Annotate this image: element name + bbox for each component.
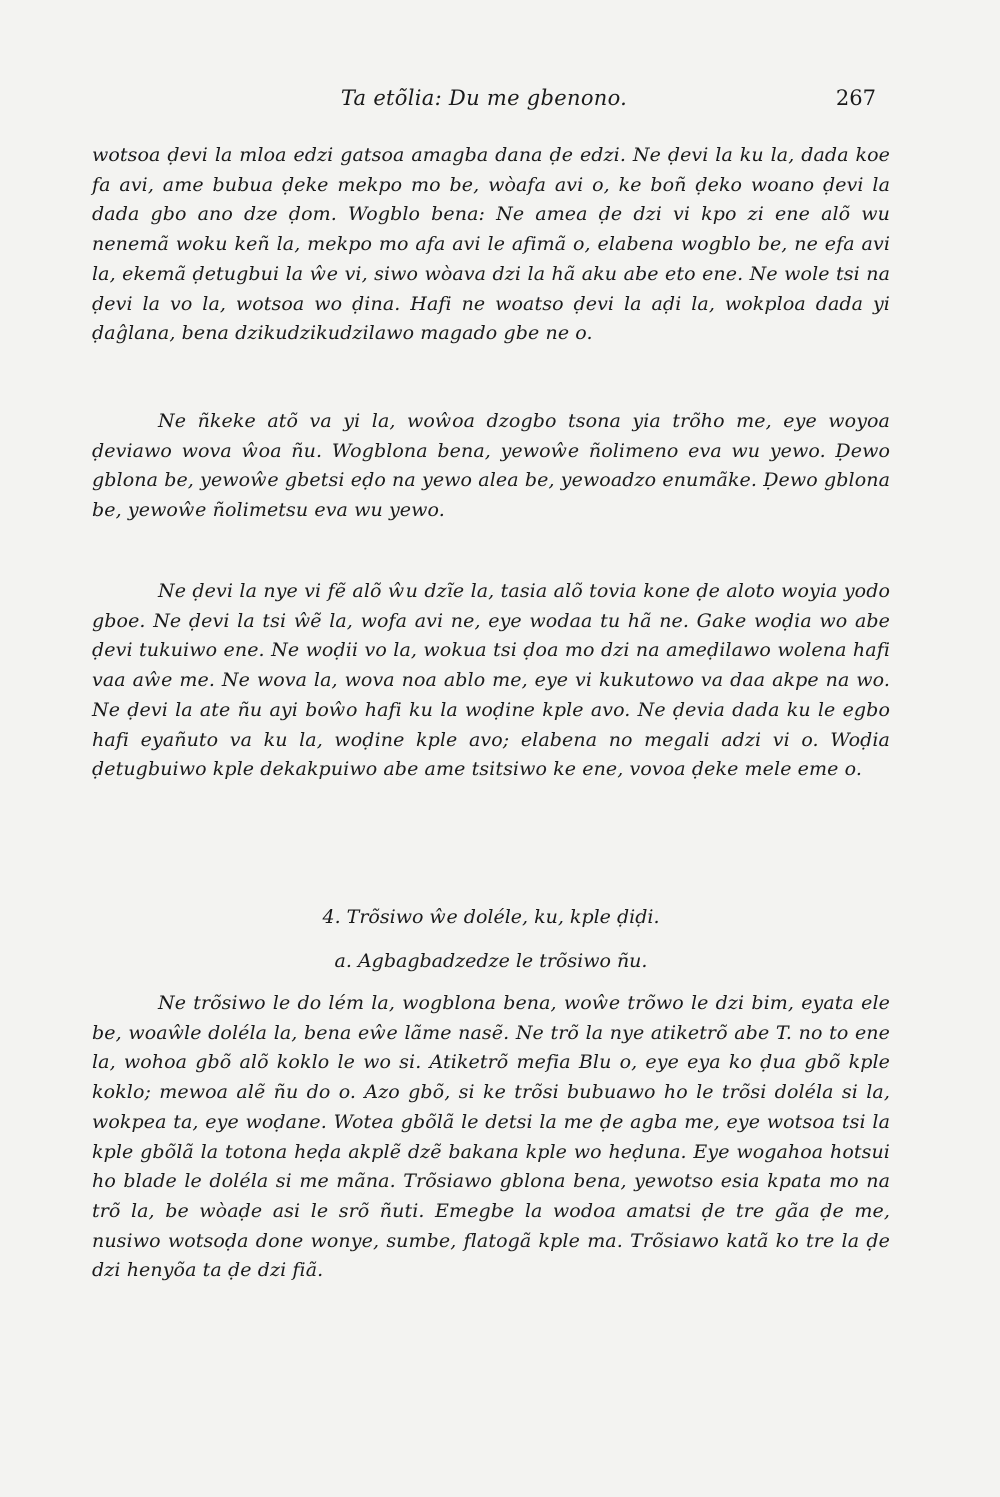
paragraph-2: Ne ñkeke atõ va yi la, woŵoa dzogbo tsona yia trõho me, eye woyoa ḍeviawo wova ŵoa ñu. Wogblona bena, yewoŵe ñolimeno eva wu yewo. Ḍewo gblona be, yewoŵe gbetsi eḍo na yewo alea be, yewoadzo enumãke. Ḍewo gblona be, yewoŵe ñolimetsu eva wu yewo. [92, 410, 890, 522]
section-subheading: a. Agbagbadzedze le trõsiwo ñu. [334, 950, 648, 972]
paragraph-4: Ne trõsiwo le do lém la, wogblona bena, woŵe trõwo le dzi bim, eyata ele be, woaŵle doléla la, bena eŵe lãme nasẽ. Ne trõ la nye atiketrõ abe T. no to ene la, wohoa gbõ alõ koklo le wo si. Atiketrõ mefia Blu o, eye eya ko ḍua gbõ kple koklo; mewoa alẽ ñu do o. Azo gbõ, si ke trõsi bubuawo ho le trõsi doléla si la, wokpea ta, eye woḍane. Wotea gbõlã le detsi la me ḍe agba me, eye wotsoa tsi la kple gbõlã la totona heḍa akplẽ dzẽ bakana kple wo heḍuna. Eye wogahoa hotsui ho blade le doléla si me mãna. Trõsiawo gblona bena, yewotso esia kpata mo na trõ la, be wòaḍe asi le srõ ñuti. Emegbe la wodoa amatsi ḍe tre gãa ḍe me, nusiwo wotsoḍa done wonye, sumbe, flatogã kple ma. Trõsiawo katã ko tre la ḍe dzi henyõa ta ḍe dzi fiã. [92, 992, 890, 1282]
running-header [92, 86, 876, 116]
running-title: Ta etõlia: Du me gbenono. [340, 86, 628, 110]
section-heading: 4. Trõsiwo ŵe doléle, ku, kple ḍiḍi. [322, 906, 660, 928]
paragraph-3: Ne ḍevi la nye vi fẽ alõ ŵu dzĩe la, tasia alõ tovia kone ḍe aloto woyia yodo gboe. Ne ḍevi la tsi ŵẽ la, wofa avi ne, eye wodaa tu hã ne. Gake woḍia wo abe ḍevi tukuiwo ene. Ne woḍii vo la, wokua tsi ḍoa mo dzi na ameḍilawo wolena hafi vaa aŵe me. Ne wova la, wova noa ablo me, eye vi kukutowo va daa akpe na wo. Ne ḍevi la ate ñu ayi boŵo hafi ku la woḍine kple avo. Ne ḍevia dada ku le egbo hafi eyañuto va ku la, woḍine kple avo; elabena no megali adzi vi o. Woḍia ḍetugbuiwo kple dekakpuiwo abe ame tsitsiwo ke ene, vovoa ḍeke mele eme o. [92, 580, 890, 781]
page-number: 267 [835, 86, 876, 110]
paragraph-1: wotsoa ḍevi la mloa edzi gatsoa amagba dana ḍe edzi. Ne ḍevi la ku la, dada koe fa avi, ame bubua ḍeke mekpo mo be, wòafa avi o, ke boñ ḍeko woano ḍevi la dada gbo ano dze ḍom. Wogblo bena: Ne amea ḍe dzi vi kpo zi ene alõ wu nenemã woku keñ la, mekpo mo afa avi le afimã o, elabena wogblo be, ne efa avi la, ekemã ḍetugbui la ŵe vi, siwo wòava dzi la hã aku abe eto ene. Ne wole tsi na ḍevi la vo la, wotsoa wo ḍina. Hafi ne woatso ḍevi la aḍi la, wokploa dada yi ḍaĝlana, bena dzikudzikudzilawo magado gbe ne o. [92, 144, 890, 345]
